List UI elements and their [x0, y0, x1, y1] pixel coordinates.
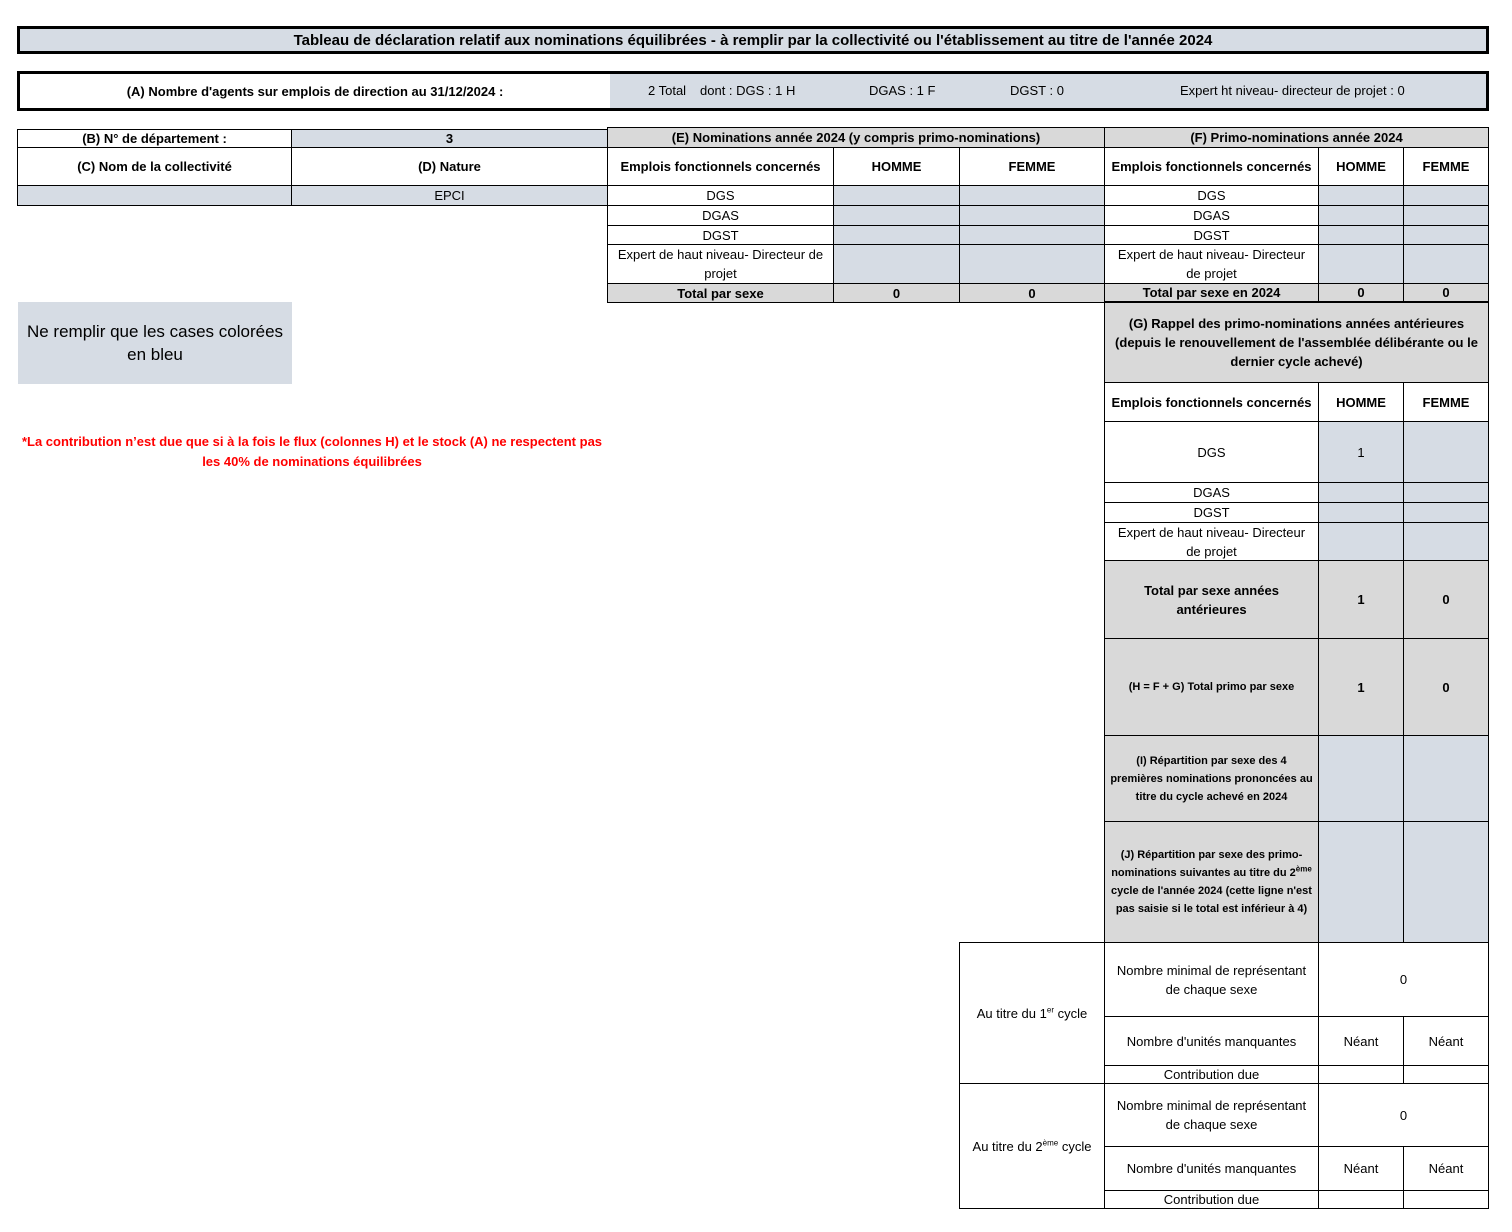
section-j-femme[interactable] [1403, 821, 1489, 943]
section-f-dgst-femme[interactable] [1403, 225, 1489, 245]
section-e-total-homme: 0 [833, 283, 960, 303]
cycle2-contribution-femme [1403, 1190, 1489, 1209]
section-g-dgs-homme[interactable]: 1 [1318, 421, 1404, 483]
section-g-row-dgs: DGS [1104, 421, 1319, 483]
cycle1-missing-homme: Néant [1318, 1016, 1404, 1066]
section-i-label: (I) Répartition par sexe des 4 premières nominations prononcées au titre du cycle achevé en 2024 [1104, 735, 1319, 822]
section-e-total-label: Total par sexe [607, 283, 834, 303]
section-e-row-dgas: DGAS [607, 205, 834, 226]
section-g-header: (G) Rappel des primo-nominations années antérieures (depuis le renouvellement de l'assemblée délibérante ou le dernier cycle achevé) [1104, 302, 1489, 383]
section-f-expert-femme[interactable] [1403, 244, 1489, 284]
cycle2-min-label: Nombre minimal de représentant de chaque sexe [1104, 1083, 1319, 1147]
section-e-row-dgst: DGST [607, 225, 834, 245]
section-e-dgs-femme[interactable] [959, 185, 1105, 206]
section-h-label: (H = F + G) Total primo par sexe [1104, 638, 1319, 736]
cycle1-min-label: Nombre minimal de représentant de chaque sexe [1104, 942, 1319, 1017]
section-f-expert-homme[interactable] [1318, 244, 1404, 284]
cycle1-contribution-label: Contribution due [1104, 1065, 1319, 1084]
section-f-total-label: Total par sexe en 2024 [1104, 283, 1319, 303]
section-j-text: (J) Répartition par sexe des primo-nominations suivantes au titre du 2ème cycle de l'année 2024 (cette ligne n'est pas saisie si le total est inférieur à 4) [1111, 849, 1312, 915]
section-f-total-homme: 0 [1318, 283, 1404, 303]
section-f-row-dgst: DGST [1104, 225, 1319, 245]
section-g-col-homme: HOMME [1318, 382, 1404, 422]
section-h-homme: 1 [1318, 638, 1404, 736]
section-f-total-femme: 0 [1403, 283, 1489, 303]
section-e-col-homme: HOMME [833, 147, 960, 186]
cycle1-missing-femme: Néant [1403, 1016, 1489, 1066]
cycle1-label: Au titre du 1er cycle [959, 942, 1105, 1084]
section-f-row-dgs: DGS [1104, 185, 1319, 206]
cycle2-label: Au titre du 2ème cycle [959, 1083, 1105, 1209]
section-e-col-femme: FEMME [959, 147, 1105, 186]
section-f-header: (F) Primo-nominations année 2024 [1104, 127, 1489, 148]
section-g-col-femme: FEMME [1403, 382, 1489, 422]
section-g-dgst-homme[interactable] [1318, 502, 1404, 523]
cycle2-contribution-label: Contribution due [1104, 1190, 1319, 1209]
section-f-dgas-femme[interactable] [1403, 205, 1489, 226]
section-e-row-expert: Expert de haut niveau- Directeur de projet [607, 244, 834, 284]
dept-value[interactable]: 3 [291, 129, 608, 148]
collectivite-value[interactable] [17, 185, 292, 206]
cycle2-missing-label: Nombre d'unités manquantes [1104, 1146, 1319, 1191]
section-f-row-dgas: DGAS [1104, 205, 1319, 226]
section-g-row-expert: Expert de haut niveau- Directeur de projet [1104, 522, 1319, 561]
fill-instruction-note: Ne remplir que les cases colorées en bleu [18, 302, 292, 384]
section-e-header: (E) Nominations année 2024 (y compris primo-nominations) [607, 127, 1105, 148]
section-e-dgst-femme[interactable] [959, 225, 1105, 245]
section-e-dgas-homme[interactable] [833, 205, 960, 226]
section-g-total-label: Total par sexe années antérieures [1104, 560, 1319, 639]
cycle1-contribution-femme [1403, 1065, 1489, 1084]
section-g-expert-homme[interactable] [1318, 522, 1404, 561]
dept-label: (B) N° de département : [17, 129, 292, 148]
cycle2-min-value: 0 [1318, 1083, 1489, 1147]
section-g-dgst-femme[interactable] [1403, 502, 1489, 523]
section-f-dgs-femme[interactable] [1403, 185, 1489, 206]
section-g-total-femme: 0 [1403, 560, 1489, 639]
section-j-homme[interactable] [1318, 821, 1404, 943]
collectivite-label: (C) Nom de la collectivité [17, 147, 292, 186]
page-title: Tableau de déclaration relatif aux nominations équilibrées - à remplir par la collectivité ou l'établissement au titre de l'année 2024 [17, 26, 1489, 54]
section-g-total-homme: 1 [1318, 560, 1404, 639]
section-a-total: 2 Total [648, 83, 687, 98]
section-j-label [1104, 821, 1319, 943]
section-a-dgs: dont : DGS : 1 H [700, 83, 796, 98]
cycle1-missing-label: Nombre d'unités manquantes [1104, 1016, 1319, 1066]
section-g-expert-femme[interactable] [1403, 522, 1489, 561]
section-a-dgas: DGAS : 1 F [869, 83, 936, 98]
section-g-dgas-femme[interactable] [1403, 482, 1489, 503]
contribution-warning: *La contribution n’est due que si à la fois le flux (colonnes H) et le stock (A) ne respectent pas les 40% de nominations équilibrées [21, 434, 603, 469]
section-h-femme: 0 [1403, 638, 1489, 736]
section-g-row-dgas: DGAS [1104, 482, 1319, 503]
section-f-dgst-homme[interactable] [1318, 225, 1404, 245]
section-a-values[interactable] [610, 74, 1486, 108]
section-e-col-emplois: Emplois fonctionnels concernés [607, 147, 834, 186]
section-g-col-emplois: Emplois fonctionnels concernés [1104, 382, 1319, 422]
section-i-homme[interactable] [1318, 735, 1404, 822]
section-e-row-dgs: DGS [607, 185, 834, 206]
section-g-dgs-femme[interactable] [1403, 421, 1489, 483]
section-a-label: (A) Nombre d'agents sur emplois de direction au 31/12/2024 : [126, 83, 504, 99]
section-f-col-emplois: Emplois fonctionnels concernés [1104, 147, 1319, 186]
section-e-dgas-femme[interactable] [959, 205, 1105, 226]
section-f-dgas-homme[interactable] [1318, 205, 1404, 226]
section-e-dgs-homme[interactable] [833, 185, 960, 206]
cycle1-contribution-homme [1318, 1065, 1404, 1084]
section-a-row [17, 71, 1489, 111]
section-f-col-homme: HOMME [1318, 147, 1404, 186]
section-a-expert: Expert ht niveau- directeur de projet : 0 [1180, 83, 1405, 98]
cycle2-missing-homme: Néant [1318, 1146, 1404, 1191]
section-f-row-expert: Expert de haut niveau- Directeur de projet [1104, 244, 1319, 284]
section-f-col-femme: FEMME [1403, 147, 1489, 186]
nature-value[interactable]: EPCI [291, 185, 608, 206]
section-e-total-femme: 0 [959, 283, 1105, 303]
nature-label: (D) Nature [291, 147, 608, 186]
section-e-dgst-homme[interactable] [833, 225, 960, 245]
cycle2-missing-femme: Néant [1403, 1146, 1489, 1191]
section-g-dgas-homme[interactable] [1318, 482, 1404, 503]
section-g-row-dgst: DGST [1104, 502, 1319, 523]
section-i-femme[interactable] [1403, 735, 1489, 822]
cycle2-contribution-homme [1318, 1190, 1404, 1209]
section-e-expert-homme[interactable] [833, 244, 960, 284]
section-f-dgs-homme[interactable] [1318, 185, 1404, 206]
section-e-expert-femme[interactable] [959, 244, 1105, 284]
cycle1-min-value: 0 [1318, 942, 1489, 1017]
section-a-dgst: DGST : 0 [1010, 83, 1064, 98]
